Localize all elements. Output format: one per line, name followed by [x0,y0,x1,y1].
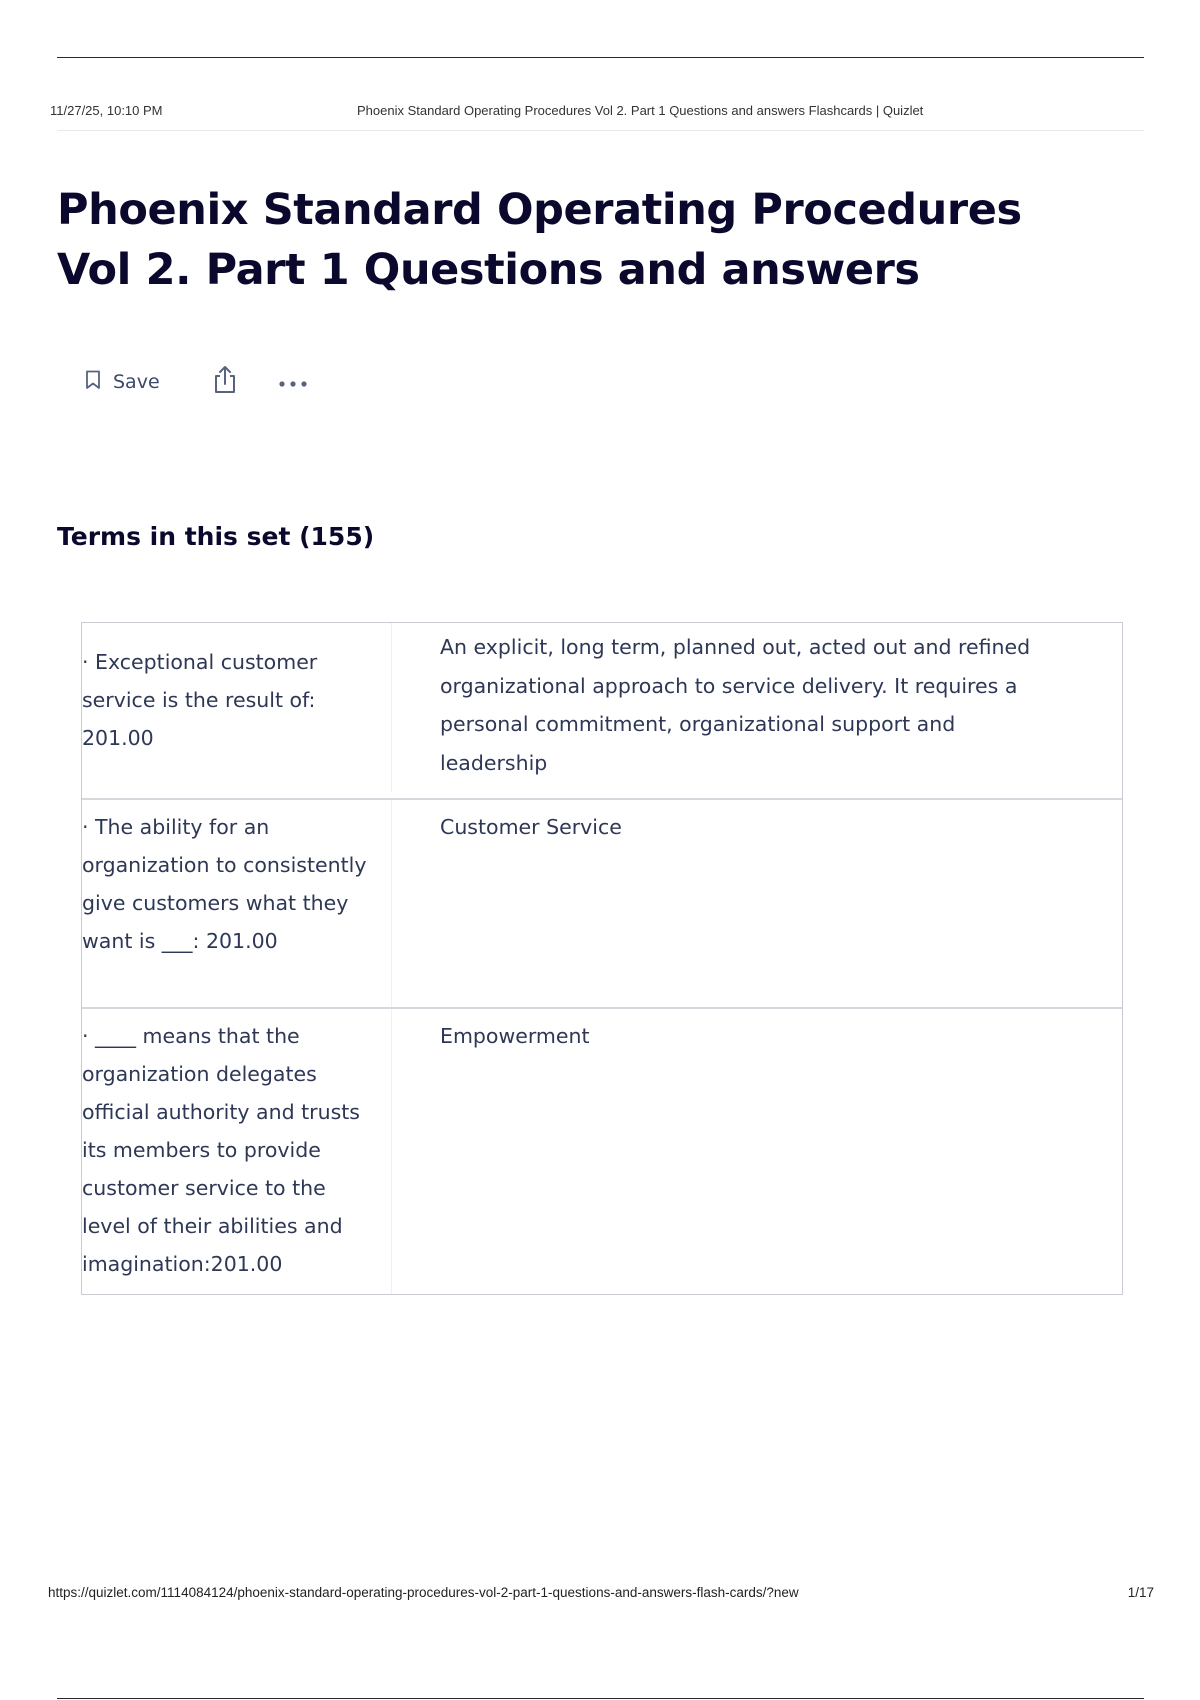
footer-url: https://quizlet.com/1114084124/phoenix-standard-operating-procedures-vol-2-part-1-questions-and-answers-flash-cards/?new [48,1585,799,1600]
top-rule [57,57,1144,58]
header-divider [57,130,1144,131]
share-icon [212,365,238,399]
term-text: · The ability for an organization to consistently give customers what they want is ___: 201.00 [82,800,392,1007]
term-row [82,623,1122,798]
term-text: · ____ means that the organization delegates official authority and trusts its members to provide customer service to the level of their abilities and imagination:201.00 [82,1009,392,1294]
share-button[interactable] [212,365,238,399]
terms-heading: Terms in this set (155) [57,522,375,551]
definition-text: Customer Service [440,815,622,839]
term-row [82,798,1122,1007]
page-number: 1/17 [1127,1585,1154,1600]
term-row [82,1007,1122,1294]
bottom-rule [57,1698,1144,1699]
definition-text: Empowerment [440,1024,590,1048]
print-date: 11/27/25, 10:10 PM [50,103,163,118]
save-button[interactable] [85,370,160,394]
more-icon [278,373,308,392]
page-title: Phoenix Standard Operating Procedures Vol 2. Part 1 Questions and answers [57,185,1022,295]
definition-text: An explicit, long term, planned out, acted out and refined organizational approach to service delivery. It requires a personal commitment, organizational support and leadership [440,635,1031,775]
print-page-title: Phoenix Standard Operating Procedures Vol 2. Part 1 Questions and answers Flashcards | Quizlet [357,103,924,118]
more-button[interactable] [278,373,308,392]
save-label: Save [113,371,160,393]
bookmark-icon [85,370,101,394]
terms-table [81,622,1123,1295]
action-bar [85,362,308,402]
term-text: · Exceptional customer service is the result of: 201.00 [82,623,392,792]
